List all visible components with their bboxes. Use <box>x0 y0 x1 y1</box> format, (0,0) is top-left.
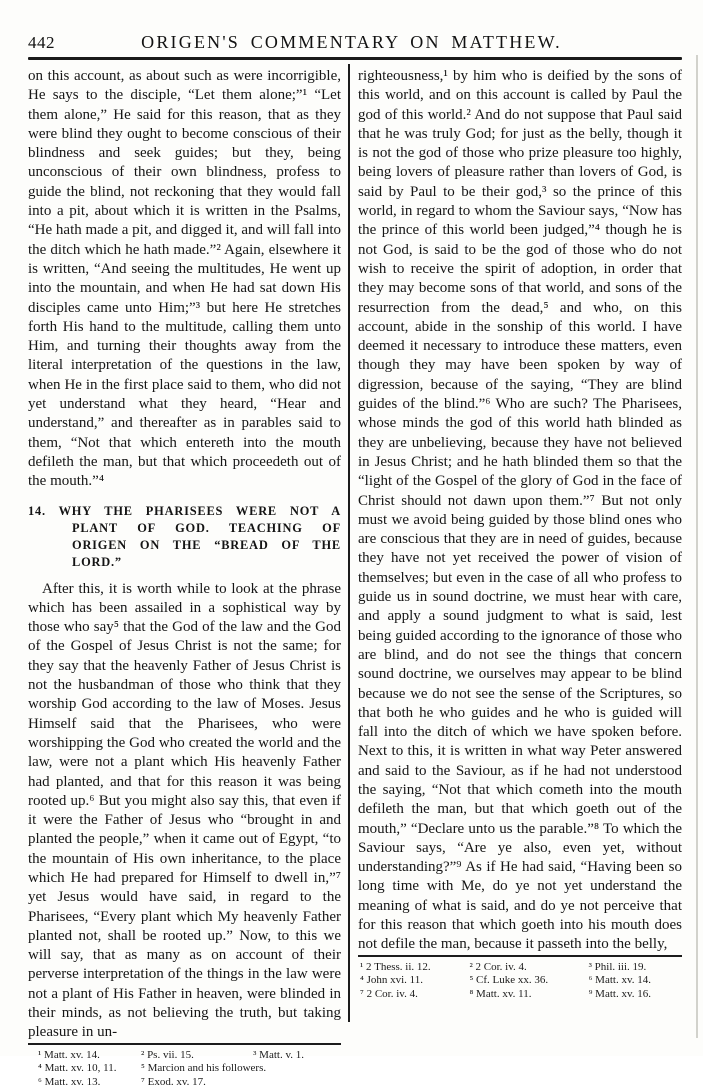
right-footnotes <box>358 955 682 1002</box>
right-column <box>348 64 682 1022</box>
footnote: ² 2 Cor. iv. 4. <box>469 960 527 973</box>
footnote: ⁹ Matt. xv. 16. <box>588 987 651 1000</box>
page-number: 442 <box>28 33 55 52</box>
footnote: ¹ Matt. xv. 14. <box>38 1048 100 1061</box>
footnote-row <box>360 961 682 975</box>
left-column <box>28 64 348 1088</box>
footnote: ⁵ Marcion and his followers. <box>141 1062 267 1075</box>
footnote: ³ Phil. iii. 19. <box>588 960 647 973</box>
footnote: ² Ps. vii. 15. <box>141 1048 194 1061</box>
footnote-row <box>360 974 682 988</box>
footnote-row <box>38 1049 341 1063</box>
text-columns <box>28 64 682 1088</box>
page-title: ORIGEN'S COMMENTARY ON MATTHEW. <box>141 32 562 52</box>
section-heading: 14. WHY THE PHARISEES WERE NOT A PLANT OF GOD. TEACHING OF ORIGEN ON THE “BREAD OF THE LORD.” <box>28 503 341 569</box>
footnote-row <box>360 988 682 1002</box>
footnote: ⁷ 2 Cor. iv. 4. <box>360 987 418 1000</box>
footnote: ⁴ Matt. xv. 10, 11. <box>38 1062 117 1075</box>
left-footnotes <box>28 1043 341 1089</box>
footnote: ⁵ Cf. Luke xx. 36. <box>469 974 549 987</box>
left-paragraph-1: on this account, as about such as were incorrigible, He says to the disciple, “Let them alone;”¹ “Let them alone,” He said for this reason, that as they were blind they ought to become conscious of their blindness and seek guides; but they, being unconscious of their own blindness, profess to guide the blind, not reckoning that they would fall into a pit, about which it is written in the Psalms, “He hath made a pit, and digged it, and will fall into the ditch which he hath made.”² Again, elsewhere it is written, “And seeing the multitudes, He went up into the mountain, and when He had sat down His disciples came unto Him;”³ but here He stretches forth His hand to the multitude, calling them unto Him, and turning their thoughts away from the literal interpretation of the questions in the law, when He in the first place said to them, who did not yet understand what they heard, “Hear and understand,” and thereafter as in parables said to them, “Not that which entereth into the mouth defileth the man, but that which proceedeth out of the mouth.”⁴ <box>28 68 341 490</box>
right-paragraph-1: righteousness,¹ by him who is deified by the sons of this world, and on this account is called by Paul the god of this world.² And do not suppose that Paul said that he was truly God; for just as the belly, though it is not the god of those who prize pleasure too highly, being lovers of pleasure rather than lovers of God, is said by Paul to be their god,³ so the prince of this world, in regard to whom the Saviour says, “Now has the prince of this world been judged,”⁴ though he is not God, is said to be the god of those who do not wish to receive the spirit of adoption, in order that they may become sons of that world, and sons of the resurrection from the dead,⁵ and who, on this account, abide in the sonship of this world. I have deemed it necessary to introduce these matters, even though they may have been spoken by way of digression, because of the saying, “They are blind guides of the blind.”⁶ Who are such? The Pharisees, whose minds the god of this world hath blinded as they are unbelieving, because they have not believed in Jesus Christ; and he hath blinded them so that the “light of the Gospel of the glory of God in the face of Christ should not dawn upon them.”⁷ But not only must we avoid being guided by those blind ones who are conscious that they are in need of guides, because they have not yet received the power of vision of themselves; but even in the case of all who profess to guide us in sound doctrine, we must hear with care, and apply a sound judgment to what is said, lest being guided according to the ignorance of those who are blind, and do not see the things that concern sound doctrine, we ourselves may appear to be blind because we do not see the sense of the Scriptures, so that both he who guides and he who is guided will fall into the ditch of which we have spoken before. Next to this, it is written in what way Peter answered and said to the Saviour, as if he had not understood the saying, “Not that which cometh into the mouth defileth the man, but that which goeth out of the mouth,” “Declare unto us the parable.”⁸ To which the Saviour says, “Are ye also, even yet, without understanding?”⁹ As if He had said, “Having been so long time with Me, do ye not yet understand the meaning of what is said, and do ye not perceive that for this reason that which goeth into his mouth does not defile the man, because it passeth into the belly, <box>358 68 682 953</box>
running-header <box>0 0 703 57</box>
footnote: ⁶ Matt. xv. 14. <box>588 974 651 987</box>
footnote: ⁸ Matt. xv. 11. <box>469 987 532 1000</box>
footnote <box>253 1062 341 1076</box>
left-paragraph-2: After this, it is worth while to look at the phrase which has been assailed in a sophistical way by those who say⁵ that the God of the law and the God of the Gospel of Jesus Christ is not the same; for they say that the heavenly Father of Jesus Christ is not the husbandman of those who think that they worship God according to the law of Moses. Jesus Himself said that the Pharisees, who were worshipping the God who created the world and the law, were not a plant which His heavenly Father had planted, and that for this reason it was being rooted up.⁶ But you might also say this, that even if it were the Father of Jesus who “brought in and planted the people,” when it came out of Egypt, “to the mountain of His own inheritance, to the place which He had prepared for Himself to dwell in,”⁷ yet Jesus would have said, in regard to the Pharisees, “Every plant which My heavenly Father planted not, shall be rooted up.” Now, to this we will say, that as many as on account of their perverse interpretation of the things in the law were not a plant of His Father in heaven, were blinded in their minds, as not believing the truth, but taking pleasure in un- <box>28 580 341 1041</box>
footnote: ¹ 2 Thess. ii. 12. <box>360 960 431 973</box>
footnote-row <box>38 1076 341 1089</box>
footnote: ⁴ John xvi. 11. <box>360 974 424 987</box>
scan-edge-line <box>696 55 698 1038</box>
footnote: ⁷ Exod. xv. 17. <box>141 1075 206 1088</box>
footnote <box>253 1076 341 1089</box>
footnote-row <box>38 1062 341 1076</box>
footnote: ³ Matt. v. 1. <box>253 1048 304 1061</box>
header-rule <box>28 57 682 60</box>
footnote: ⁶ Matt. xv. 13. <box>38 1075 101 1088</box>
